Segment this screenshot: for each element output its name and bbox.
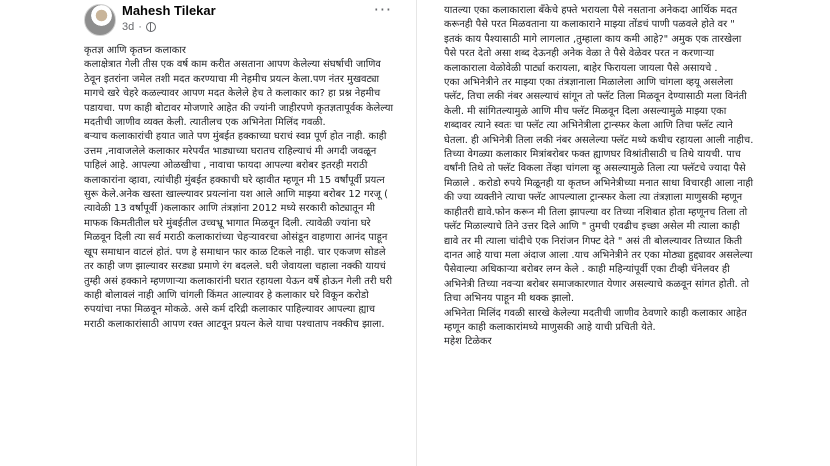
post-header — [72, 0, 402, 44]
post-paragraph: एका अभिनेत्रीने तर माझ्या एका तंत्रज्ञानाला मिळालेला आणि चांगला व्हयू असलेला फ्लॅट, तिचा लकी नंबर असल्याचं सांगून तो फ्लॅट तिला मिळवून देण्यासाठी मला विनंती केली. मी सांगितल्यामुळे आणि मीच फ्लॅट मिळवून दिला असल्यामुळे माझ्या एका शब्दावर त्याने स्वतः चा फ्लॅट त्या अभिनेत्रीला ट्रान्स्फर केला आणि तिचा फ्लॅट त्याने घेतला. ही अभिनेत्री तिला लकी नंबर असलेल्या फ्लॅट मध्ये कधीच रहायला आली नाहीच. तिच्या वेगळ्या कलाकार मित्रांबरोबर फक्त ह्याणघर विश्रांतीसाठी च तिथे यायची. पाच वर्षांनी तिथे तो फ्लॅट विकला तेंव्हा चांगला व्हू असल्यामुळे तिला त्या फ्लॅटचे ज्यादा पैसे मिळाले . करोडो रुपये मिळूनही या कृतघ्न अभिनेत्रीच्या मनात साधा विचारही आला नाही की ज्या व्यक्तीने त्याचा फ्लॅट आपल्याला ट्रान्स्फर केला त्या तंत्रज्ञाला माणुसकी म्हणून काहीतरी द्यावे.फोन करून मी तिला झापल्या वर तिच्या नशिबात होता म्हणूनच तिला तो फ्लॅट मिळाल्याचे तिने उत्तर दिले आणि " तुमची एवढीच इच्छा असेल मी त्याला काही द्यावे तर मी त्याला चांदीचे एक निरांजन गिफ्ट देते " असं ती बोलल्यावर तिच्यात किती दानत आहे याचा मला अंदाज आला .याच अभिनेत्रीने तर एका मोठ्या हुद्द्यावर असलेल्या पैसेवाल्या अधिकाऱ्या बरोबर लग्न केले . काही महिन्यांपूर्वी एका टीव्ही चॅनेलवर ही अभिनेत्री तिच्या नवऱ्या बरोबर समाजकारणात येणार असल्याचे कळवून सांगत होती. तो तिचा अभिनय पाहून मी थक्क झालो. — [444, 77, 754, 305]
avatar[interactable] — [84, 4, 116, 36]
more-options-icon[interactable]: ··· — [373, 0, 392, 19]
globe-icon — [146, 22, 156, 32]
post-title: कृतज्ञ आणि कृतघ्न कलाकार — [84, 45, 186, 56]
post-meta — [122, 21, 156, 33]
dot-separator: · — [138, 21, 142, 33]
post-paragraph: कलाक्षेत्रात गेली तीस एक वर्ष काम करीत असताना आपण केलेल्या संघर्षाची जाणिव ठेवून इतरांना जमेल तशी मदत करण्याचा मी नेहमीच प्रयत्न केला.पण नंतर मुखवट्या मागचे खरे चेहरे कळल्यावर आपण मदत केलेले हेच ते कलाकार का? हा प्रश्न नेहमीच पडायचा. पण काही बोटावर मोजणारे आहेत की ज्यांनी जाहीरपणे कृतज्ञतापूर्वक केलेल्या मदतीची जाणीव व्यक्त केली. त्यातीलच एक अभिनेता मिलिंद गवळी. — [84, 59, 394, 129]
post-time[interactable]: 3d — [122, 21, 135, 33]
post-signature: महेश टिळेकर — [444, 336, 492, 348]
author-name[interactable]: Mahesh Tilekar — [122, 3, 216, 18]
column-divider — [416, 0, 417, 466]
post-card-left — [72, 0, 402, 466]
post-paragraph: यातल्या एका कलाकाराला बँकेचे हफ्ते भरायला पैसे नसताना अनेकदा आर्थिक मदत करूनही पैसे परत मिळवताना या कलाकाराने माझ्या तोंडचं पाणी पळवले होते वर " इतकं काय पैश्यासाठी मागे लागलात ,तुम्हाला काय कमी आहे?" अमुक एक तारखेला पैसे परत देतो असा शब्द देऊनही अनेक वेळा ते पैसे वेळेवर परत न करणाऱ्या कलाकाराला वेळोवेळी पार्ट्या करायला, बाहेर फिरायला जायला पैसे असायचे . — [444, 5, 742, 74]
post-paragraph: अभिनेता मिलिंद गवळी सारखे केलेल्या मदतीची जाणीव ठेवणारे काही कलाकार आहेत म्हणून काही कलाकारांमध्ये माणुसकी आहे याची प्रचिती येते. — [444, 307, 747, 333]
post-text-left — [72, 44, 402, 332]
post-card-right — [432, 0, 762, 466]
post-text-right — [432, 0, 762, 350]
post-paragraph: बऱ्याच कलाकारांची हयात जाते पण मुंबईत हक्काच्या घराचं स्वप्न पूर्ण होत नाही. काही उत्तम ,नावाजलेले कलाकार मरेपर्यंत भाड्याच्या घरातच राहिल्याचं मी अगदी जवळून पाहिलं आहे. आपल्या ओळखीचा , नावाचा फायदा आपल्या बरोबर इतरही मराठी कलाकारांना व्हावा, त्यांचीही मुंबईत हक्काची घरे व्हावीत म्हणून मी 15 वर्षांपूर्वी प्रयत्न सुरू केले.अनेक खस्ता खाल्ल्यावर प्रयत्नांना यश आले आणि माझ्या बरोबर 12 गरजू ( त्यावेळी 13 वर्षांपूर्वी )कलाकार आणि तंत्रज्ञांना 2012 मध्ये सरकारी कोट्यातून मी माफक किमतीतील घरे मुंबईतील उच्चभ्रू भागात मिळवून दिली. त्यावेळी ज्यांना घरे मिळवून दिली त्या सर्व मराठी कलाकारांच्या चेहऱ्यावरचा ओसंडून वाहणारा आनंद पाहून खूप समाधान वाटलं होतं. पण हे समाधान फार काळ टिकले नाही. चार एकजण सोडले तर काही जण झाल्यावर सरड्या प्रमाणे रंग बदलले. घरी जेवायला चहाला नक्की यायचं तुम्ही असं हक्काने म्हणणाऱ्या कलाकारांनी घरात रहायला येऊन वर्षे होऊन गेली तरी घरी काही बोलावलं नाही आणि चांगली किंमत आल्यावर हे कलाकार घरे विकून करोडो रुपयांचा नफा मिळवून मोकळे. असे कर्म दरिद्री कलाकार पाहिल्यावर आपल्या ह्याच मराठी कलाकारांसाठी आपण रक्त आटवून प्रयत्न केले याचा पश्चाताप नक्कीच झाला. — [84, 131, 393, 330]
